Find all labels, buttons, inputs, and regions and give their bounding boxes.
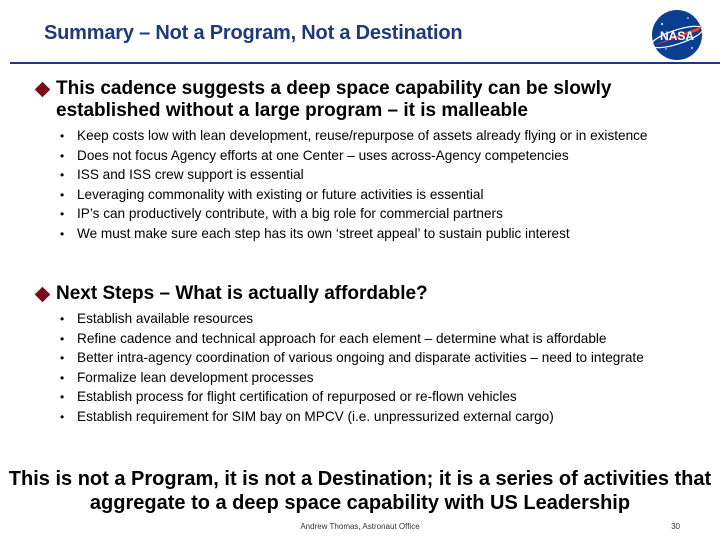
diamond-bullet-icon	[34, 286, 50, 302]
bullet-dot-icon: •	[60, 226, 65, 241]
bullet-dot-icon: •	[60, 187, 65, 202]
section-next-steps	[34, 283, 714, 429]
page-number: 30	[671, 522, 680, 531]
section-heading	[34, 78, 714, 122]
list-item: • Keep costs low with lean development, reuse/repurpose of assets already flying or in existence	[60, 128, 648, 143]
list-item: • Establish requirement for SIM bay on MPCV (i.e. unpressurized external cargo)	[60, 408, 554, 424]
list-item: • Better intra-agency coordination of various ongoing and disparate activities – need to integrate	[60, 350, 644, 366]
bullet-dot-icon: •	[60, 168, 65, 183]
diamond-bullet-icon	[34, 81, 50, 97]
bullet-dot-icon: •	[60, 390, 65, 405]
list-item: • Establish process for flight certification of repurposed or re-flown vehicles	[60, 389, 517, 405]
footer-author: Andrew Thomas, Astronaut Office	[300, 522, 420, 531]
list-item: • ISS and ISS crew support is essential	[60, 167, 304, 183]
list-item: • Formalize lean development processes	[60, 369, 314, 385]
list-item: • Refine cadence and technical approach for each element – determine what is affordable	[60, 330, 607, 346]
bullet-dot-icon: •	[60, 331, 65, 346]
section-heading-text: Next Steps – What is actually affordable?	[56, 283, 428, 304]
bullet-list	[34, 311, 714, 426]
logo-wordmark: NASA	[659, 29, 695, 43]
list-item: • Leveraging commonality with existing or future activities is essential	[60, 186, 484, 202]
list-item: • Establish available resources	[60, 311, 254, 326]
bullet-dot-icon: •	[60, 351, 65, 366]
section-heading	[34, 283, 714, 305]
section-cadence	[34, 78, 714, 246]
list-item: • IP’s can productively contribute, with a big role for commercial partners	[60, 206, 503, 222]
title-divider	[10, 62, 720, 64]
bullet-dot-icon: •	[60, 312, 65, 326]
conclusion-statement: This is not a Program, it is not a Destination; it is a series of activities that aggregate to a deep space capability with US Leadership	[8, 468, 712, 514]
nasa-logo-icon	[648, 8, 706, 62]
list-item: • We must make sure each step has its own ‘street appeal’ to sustain public interest	[60, 225, 570, 241]
bullet-dot-icon: •	[60, 370, 65, 385]
bullet-dot-icon: •	[60, 148, 65, 163]
section-heading-text: This cadence suggests a deep space capability can be slowly established without a large program – it is malleable	[56, 78, 612, 121]
bullet-dot-icon: •	[60, 207, 65, 222]
bullet-dot-icon: •	[60, 129, 65, 143]
slide-title: Summary – Not a Program, Not a Destination	[44, 22, 463, 44]
bullet-dot-icon: •	[60, 409, 65, 424]
list-item: • Does not focus Agency efforts at one Center – uses across-Agency competencies	[60, 147, 569, 163]
bullet-list	[34, 128, 714, 243]
